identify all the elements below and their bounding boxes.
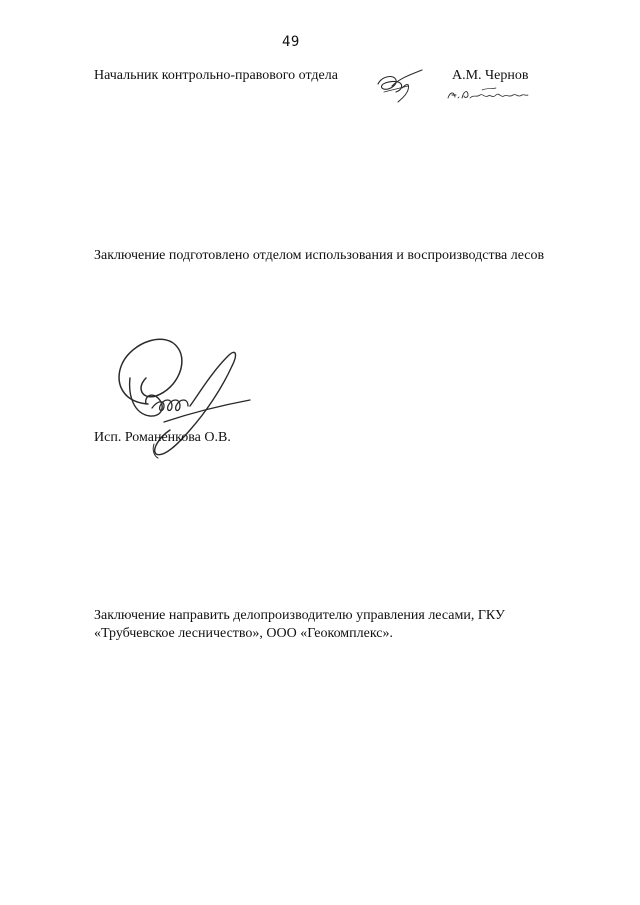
executor-label: Исп. Романенкова О.В. [94, 430, 231, 445]
prepared-by-text: Заключение подготовлено отделом использования и воспроизводства лесов [94, 248, 545, 263]
distribution-line-2: «Трубчевское лесничество», ООО «Геокомплекс». [94, 626, 394, 641]
head-signature-mark [372, 66, 430, 106]
handwritten-name-note [446, 86, 530, 102]
distribution-line-1: Заключение направить делопроизводителю управления лесами, ГКУ [94, 608, 505, 623]
page-number: 49 [282, 34, 300, 50]
head-name: А.М. Чернов [452, 68, 529, 83]
position-title: Начальник контрольно-правового отдела [94, 68, 338, 83]
